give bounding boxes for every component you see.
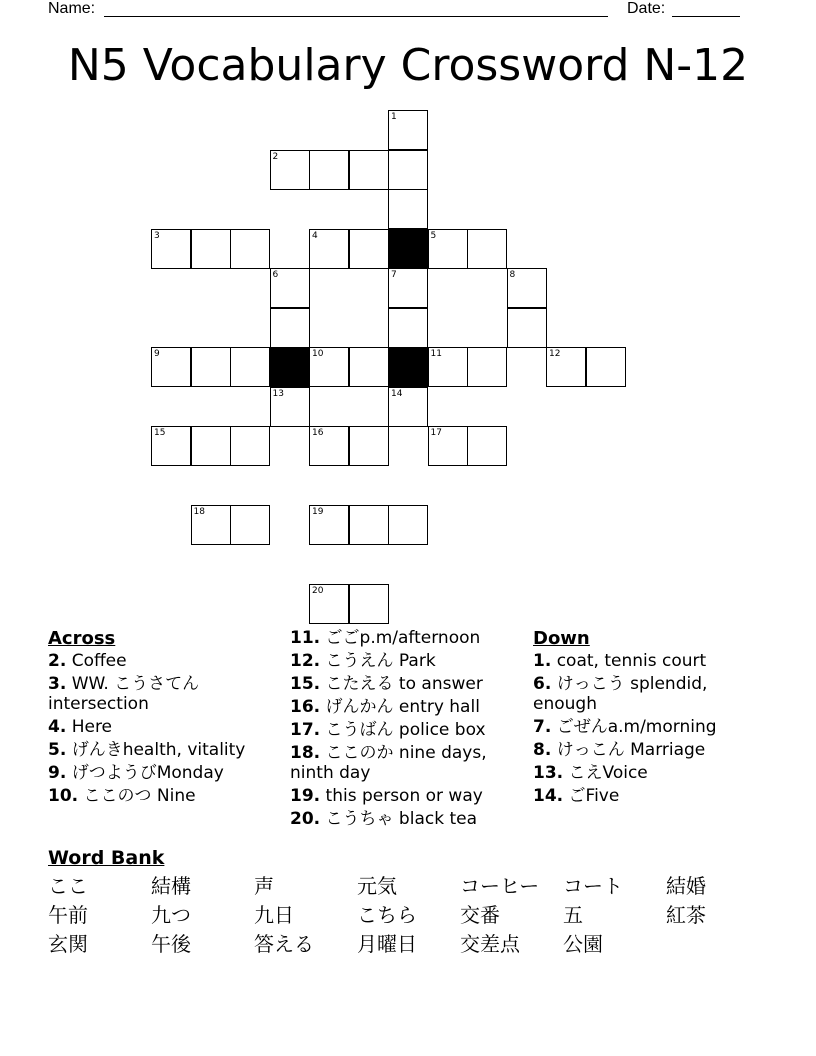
grid-cell-4[interactable] [309,229,349,269]
clue-across-10: 10. ここのつ Nine [48,786,196,806]
word-bank-item: 声 [254,874,274,898]
word-bank-item: こちら [357,903,417,927]
grid-cell[interactable] [349,584,389,624]
grid-cell-3[interactable] [151,229,191,269]
clue-down-14: 14. ごFive [533,786,620,806]
clue-across-2: 2. Coffee [48,651,127,671]
grid-cell-18[interactable] [191,505,231,545]
clue-across-20: 20. こうちゃ black tea [290,809,478,829]
cell-number: 4 [312,230,318,241]
grid-cell-12[interactable] [546,347,586,387]
grid-cell[interactable] [467,347,507,387]
grid-cell[interactable] [349,150,389,190]
grid-cell[interactable] [349,426,389,466]
grid-cell[interactable] [230,229,270,269]
word-bank-item: 午前 [48,903,88,927]
grid-cell[interactable] [191,229,231,269]
page-title: N5 Vocabulary Crossword N-12 [67,40,749,91]
clue-across-12: 12. こうえん Park [290,651,436,671]
cell-number: 20 [312,586,324,596]
cell-number: 12 [549,349,561,359]
grid-cell[interactable] [467,229,507,269]
cell-number: 6 [272,270,279,280]
word-bank-item: 答える [254,932,314,956]
cell-number: 5 [430,230,437,241]
grid-cell-15[interactable] [151,426,191,466]
cell-number: 11 [430,349,442,359]
clue-down-8: 8. けっこん Marriage [533,740,706,760]
cell-number: 1 [391,112,397,122]
word-bank-item: コート [563,874,623,898]
across-heading: Across [48,628,116,649]
grid-cell-5[interactable] [428,229,468,269]
word-bank-item: コーヒー [460,874,540,898]
grid-cell-17[interactable] [428,426,468,466]
grid-cell-14[interactable] [388,387,428,427]
date-label: Date: [627,0,666,17]
cell-number: 7 [391,270,397,280]
grid-cell-2[interactable] [270,150,310,190]
clue-across-4: 4. Here [48,717,113,737]
word-bank-item: 玄関 [48,932,88,956]
grid-cell-11[interactable] [428,347,468,387]
grid-cell-10[interactable] [309,347,349,387]
clue-down-6: 6. けっこう splendid, enough [533,674,708,714]
word-bank-item: 五 [563,903,583,927]
date-line [672,16,740,17]
clue-across-16: 16. げんかん entry hall [290,697,480,717]
grid-cell-19[interactable] [309,505,349,545]
word-bank-item: 午後 [151,932,191,956]
clue-across-5: 5. げんきhealth, vitality [48,740,246,760]
grid-cell[interactable] [507,308,547,348]
across-clues [48,628,280,809]
grid-cell-13[interactable] [270,387,310,427]
grid-cell-6[interactable] [270,268,310,308]
cell-number: 14 [391,388,403,399]
cell-number: 18 [193,507,205,517]
cell-number: 13 [272,388,284,399]
grid-cell-20[interactable] [309,584,349,624]
cell-number: 15 [154,428,166,438]
clue-across-15: 15. こたえる to answer [290,674,483,694]
clue-across-18: 18. ここのか nine days, ninth day [290,743,487,783]
grid-cell-black [388,229,428,269]
clue-across-9: 9. げつようびMonday [48,763,224,783]
cell-number: 2 [272,151,279,162]
cell-number: 17 [430,428,442,438]
grid-cell[interactable] [191,347,231,387]
grid-cell[interactable] [388,189,428,229]
word-bank-item: 公園 [563,932,603,956]
name-line [104,16,608,17]
grid-cell[interactable] [191,426,231,466]
grid-cell[interactable] [270,308,310,348]
grid-cell[interactable] [349,505,389,545]
grid-cell-8[interactable] [507,268,547,308]
clue-across-11: 11. ごごp.m/afternoon [290,628,481,648]
grid-cell[interactable] [349,347,389,387]
cell-number: 9 [154,349,160,359]
clue-across-17: 17. こうばん police box [290,720,486,740]
grid-cell[interactable] [388,308,428,348]
name-label: Name: [48,0,96,17]
word-bank-item: 結婚 [666,874,706,898]
word-bank-item: 九つ [151,903,191,927]
grid-cell[interactable] [388,150,428,190]
across-clues-continued [290,628,530,832]
word-bank-item: 交番 [460,903,500,927]
grid-cell-7[interactable] [388,268,428,308]
cell-number: 10 [312,349,324,359]
grid-cell[interactable] [467,426,507,466]
word-bank-item: 交差点 [460,932,520,956]
word-bank-title: Word Bank [48,847,165,869]
down-heading: Down [533,628,590,649]
clue-across-3: 3. WW. こうさてんintersection [48,674,200,714]
grid-cell-1[interactable] [388,110,428,150]
clue-down-13: 13. こえVoice [533,763,648,783]
down-clues [533,628,773,809]
word-bank-item: 結構 [151,874,191,898]
word-bank-item: 月曜日 [357,932,417,956]
clue-across-19: 19. this person or way [290,786,483,806]
grid-cell-black [388,347,428,387]
grid-cell[interactable] [349,229,389,269]
clue-down-7: 7. ごぜんa.m/morning [533,717,717,737]
grid-cell[interactable] [230,426,270,466]
grid-cell[interactable] [309,150,349,190]
grid-cell[interactable] [230,347,270,387]
cell-number: 3 [154,230,160,241]
clue-down-1: 1. coat, tennis court [533,651,707,671]
grid-cell-9[interactable] [151,347,191,387]
word-bank-item: 九日 [254,903,294,927]
cell-number: 19 [312,507,324,517]
word-bank-item: 紅茶 [666,903,706,927]
word-bank-item: 元気 [357,874,397,898]
cell-number: 8 [509,270,516,280]
grid-cell[interactable] [586,347,626,387]
grid-cell-16[interactable] [309,426,349,466]
grid-cell[interactable] [388,505,428,545]
grid-cell-black [270,347,310,387]
cell-number: 16 [312,428,324,438]
grid-cell[interactable] [230,505,270,545]
word-bank-item: ここ [48,874,88,898]
